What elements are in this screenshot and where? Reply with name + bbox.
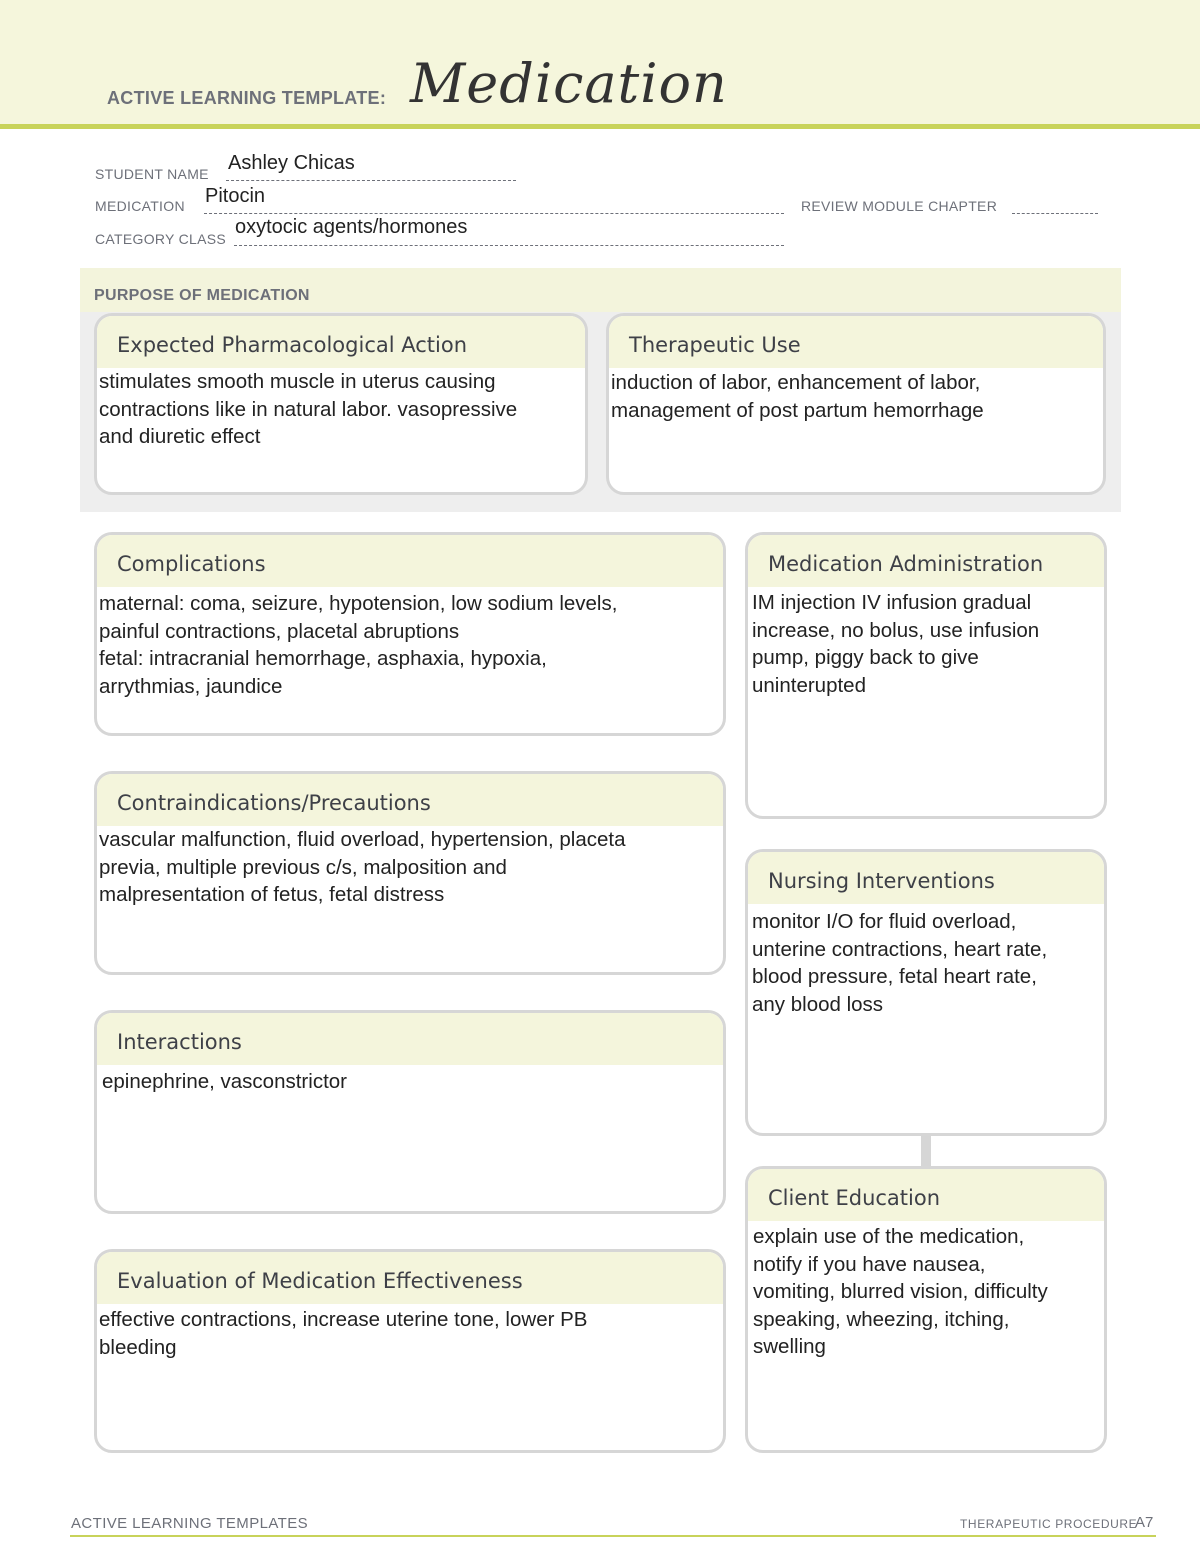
medication-value[interactable]: Pitocin — [205, 185, 266, 207]
interactions-title: Interactions — [97, 1013, 723, 1065]
nursing-education-connector — [921, 1136, 931, 1166]
therapeutic-use-box[interactable] — [606, 313, 1106, 495]
student-name-label: STUDENT NAME — [95, 166, 209, 182]
complications-title: Complications — [97, 535, 723, 587]
category-class-label: CATEGORY CLASS — [95, 231, 227, 247]
template-label: ACTIVE LEARNING TEMPLATE: — [107, 88, 387, 108]
student-name-line — [226, 180, 516, 181]
student-name-value[interactable]: Ashley Chicas — [228, 152, 355, 174]
footer-rule — [70, 1535, 1156, 1537]
nursing-box[interactable] — [745, 849, 1107, 1136]
administration-text: IM injection IV infusion gradual increase, no bolus, use infusion pump, piggy back to give uninterupted — [752, 591, 1040, 697]
contraindications-title: Contraindications/Precautions — [97, 774, 723, 826]
medication-label: MEDICATION — [95, 198, 185, 214]
administration-box[interactable] — [745, 532, 1107, 819]
review-module-label: REVIEW MODULE CHAPTER — [801, 198, 998, 214]
purpose-label: PURPOSE OF MEDICATION — [94, 287, 310, 304]
contraindications-box[interactable] — [94, 771, 726, 975]
nursing-text: monitor I/O for fluid overload, unterine contractions, heart rate, blood pressure, fetal heart rate, any blood loss — [752, 910, 1048, 1016]
review-module-line[interactable] — [1012, 213, 1098, 214]
interactions-box[interactable] — [94, 1010, 726, 1214]
interactions-text: epinephrine, vasconstrictor — [102, 1070, 347, 1093]
page-number: A7 — [1135, 1514, 1154, 1531]
complications-box[interactable] — [94, 532, 726, 736]
therapeutic-use-text: induction of labor, enhancement of labor, management of post partum hemorrhage — [611, 371, 984, 422]
education-text: explain use of the medication, notify if you have nausea, vomiting, blurred vision, difficulty speaking, wheezing, itching, swelling — [753, 1225, 1048, 1358]
therapeutic-use-title: Therapeutic Use — [609, 316, 1103, 368]
footer-right: THERAPEUTIC PROCEDURE — [960, 1517, 1138, 1531]
administration-title: Medication Administration — [748, 535, 1104, 587]
evaluation-title: Evaluation of Medication Effectiveness — [97, 1252, 723, 1304]
contraindications-text: vascular malfunction, fluid overload, hypertension, placeta previa, multiple previous c/s, malposition and malpresentation of fetus, fetal distress — [99, 828, 626, 906]
education-title: Client Education — [748, 1169, 1104, 1221]
expected-action-title: Expected Pharmacological Action — [97, 316, 585, 368]
evaluation-text: effective contractions, increase uterine tone, lower PB bleeding — [99, 1308, 588, 1359]
education-box[interactable] — [745, 1166, 1107, 1453]
category-class-line — [234, 245, 784, 246]
expected-action-text: stimulates smooth muscle in uterus causing contractions like in natural labor. vasopressive and diuretic effect — [99, 370, 518, 448]
template-title: Medication — [410, 52, 728, 115]
category-class-value[interactable]: oxytocic agents/hormones — [235, 216, 468, 238]
evaluation-box[interactable] — [94, 1249, 726, 1453]
complications-text: maternal: coma, seizure, hypotension, low sodium levels, painful contractions, placetal abruptions fetal: intracranial hemorrhage, asphaxia, hypoxia, arrythmias, jaundice — [99, 592, 618, 698]
footer-left: ACTIVE LEARNING TEMPLATES — [71, 1515, 308, 1532]
medication-line — [204, 213, 784, 214]
expected-action-box[interactable] — [94, 313, 588, 495]
nursing-title: Nursing Interventions — [748, 852, 1104, 904]
